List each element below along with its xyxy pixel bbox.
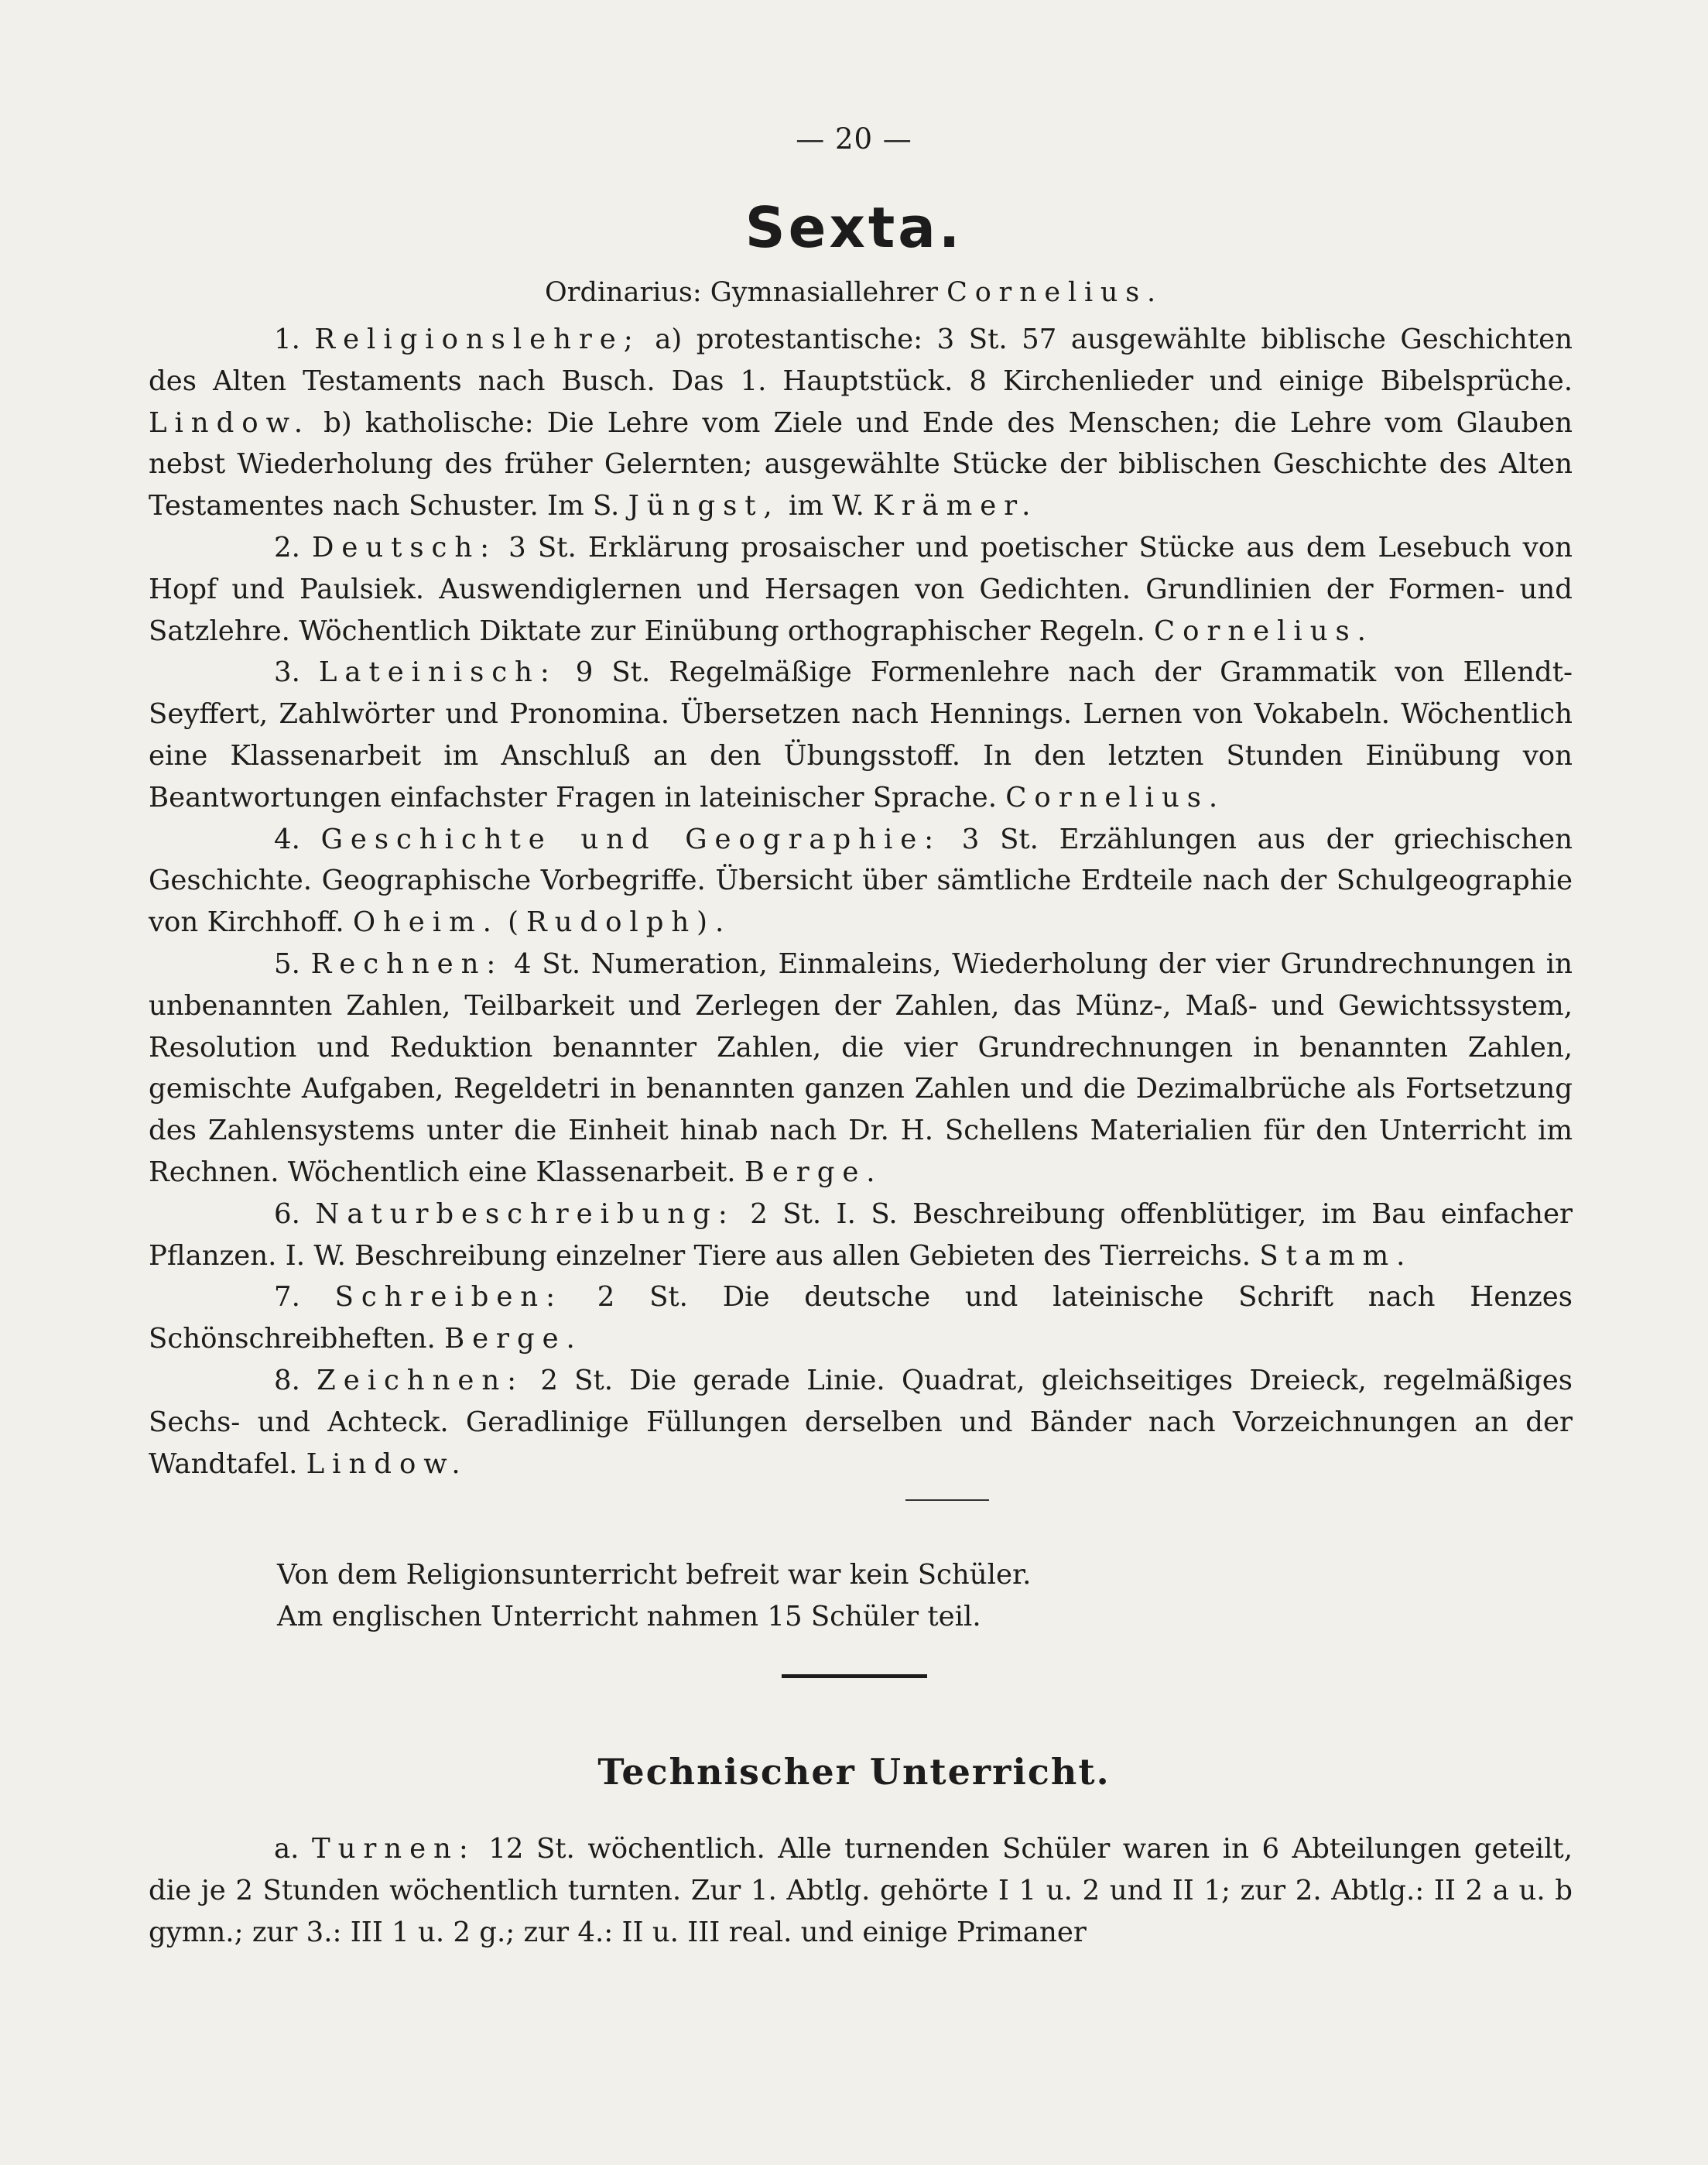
- ordinarius-line: [0, 277, 1708, 308]
- subject-name: Naturbeschreibung:: [315, 1197, 735, 1230]
- page-number: — 20 —: [796, 122, 912, 156]
- subject-text: 4 St. Numeration, Einmaleins, Wiederholung der vier Grundrechnungen in unbenannten Zahlen, Teilbarkeit und Zerlegen der Zahlen, das Münz-, Maß- und Gewichtssystem, Resolution und Reduktion benannter Zahlen, die vier Grundrechnungen in benannten Zahlen, gemischte Aufgaben, Regeldetri in benannten ganzen Zahlen und die Dezimalbrüche als Fortsetzung des Zahlensystems unter die Einheit hinab nach Dr. H. Schellens Materialien für den Unterricht im Rechnen. Wöchentlich eine Klassenarbeit.: [149, 947, 1573, 1188]
- subject-name: Deutsch:: [312, 531, 498, 564]
- subject-text: 2 St. Die deutsche und lateinische Schrift nach Henzes Schönschreibheften.: [149, 1281, 1573, 1355]
- section-title: Sexta.: [744, 195, 964, 260]
- technical-text: 12 St. wöchentlich. Alle turnenden Schüler waren in 6 Abteilungen geteilt, die je 2 Stunden wöchentlich turnten. Zur 1. Abtlg. gehörte I 1 u. 2 und II 1; zur 2. Abtlg.: II 2 a u. b gymn.; zur 3.: III 1 u. 2 g.; zur 4.: II u. III real. und einige Primaner: [149, 1833, 1573, 1948]
- subject-paragraph: [149, 652, 1573, 818]
- subject-teacher: Berge.: [444, 1323, 583, 1355]
- subject-teacher: Oheim.: [352, 906, 499, 939]
- subject-name: Schreiben:: [334, 1281, 563, 1314]
- subject-number: 5.: [274, 947, 300, 980]
- subject-teacher: Berge.: [744, 1156, 883, 1188]
- subject-number: 6.: [274, 1197, 300, 1230]
- subject-number: 8.: [274, 1364, 300, 1396]
- subject-paragraph: [149, 1194, 1573, 1277]
- subject-teacher: Stamm.: [1259, 1239, 1413, 1272]
- subject-teacher: Jüngst,: [628, 490, 780, 522]
- subject-number: 7.: [274, 1281, 300, 1314]
- technical-paragraph: [149, 1828, 1573, 1953]
- note-line: Am englischen Unterricht nahmen 15 Schüler teil.: [277, 1600, 981, 1632]
- subject-text: 2 St. Die gerade Linie. Quadrat, gleichseitiges Dreieck, regelmäßiges Sechs- und Achteck. Geradlinige Füllungen derselben und Bänder nach Vorzeichnungen an der Wandtafel.: [149, 1364, 1573, 1480]
- subject-teacher: (Rudolph).: [508, 906, 732, 939]
- subject-text: b) katholische: Die Lehre vom Ziele und Ende des Menschen; die Lehre vom Glauben nebst Wiederholung des früher Gelernten; ausgewählte Stücke der biblischen Geschichte des Alten Testamentes nach Schuster. Im S.: [149, 406, 1573, 522]
- subject-name: Religionslehre;: [314, 324, 641, 355]
- subject-teacher: Cornelius.: [1154, 615, 1374, 647]
- subject-paragraph: [149, 944, 1573, 1194]
- subject-number: 4.: [274, 823, 300, 855]
- subjects-list: [149, 319, 1573, 1485]
- subject-text: 3 St. Erzählungen aus der griechischen Geschichte. Geographische Vorbegriffe. Übersicht über sämtliche Erdteile nach der Schulgeographie von Kirchhoff.: [149, 823, 1573, 939]
- subject-paragraph: [149, 319, 1573, 527]
- subject-teacher: Lindow.: [306, 1447, 468, 1480]
- subject-paragraph: [149, 1276, 1573, 1360]
- subject-teacher: Cornelius.: [1005, 781, 1226, 814]
- subject-text: 2 St. I. S. Beschreibung offenblütiger, im Bau einfacher Pflanzen. I. W. Beschreibung einzelner Tiere aus allen Gebieten des Tierreichs.: [149, 1197, 1573, 1272]
- subject-text: im W.: [788, 490, 864, 522]
- subject-text: 3 St. Erklärung prosaischer und poetischer Stücke aus dem Lesebuch von Hopf und Paulsiek. Auswendiglernen und Hersagen von Gedichten. Grundlinien der Formen- und Satzlehre. Wöchentlich Diktate zur Einübung orthographischer Regeln.: [149, 531, 1573, 647]
- subject-teacher: Krämer.: [873, 490, 1039, 522]
- subject-teacher: Lindow.: [149, 406, 310, 439]
- subject-number: 2.: [274, 531, 300, 564]
- subject-paragraph: [149, 527, 1573, 652]
- subject-name: Lateinisch:: [318, 656, 557, 689]
- technical-title: Technischer Unterricht.: [597, 1751, 1111, 1793]
- subject-text: 9 St. Regelmäßige Formenlehre nach der Grammatik von Ellendt-Seyffert, Zahlwörter und Pronomina. Übersetzen nach Hennings. Lernen von Vokabeln. Wöchentlich eine Klassenarbeit im Anschluß an den Übungsstoff. In den letzten Stunden Einübung von Beantwortungen einfachster Fragen in lateinischer Sprache.: [149, 656, 1573, 814]
- ordinarius-name: Cornelius.: [946, 277, 1163, 308]
- technical-label: a.: [274, 1833, 299, 1865]
- technical-name: Turnen:: [311, 1833, 476, 1865]
- subject-paragraph: [149, 819, 1573, 944]
- note-line: Von dem Religionsunterricht befreit war kein Schüler.: [277, 1559, 1032, 1591]
- subject-name: Geschichte und Geographie:: [320, 823, 942, 855]
- ordinarius-label: Ordinarius: Gymnasiallehrer: [545, 277, 938, 308]
- divider-line: [905, 1499, 989, 1501]
- subject-text: a) protestantische: 3 St. 57 ausgewählte biblische Geschichten des Alten Testaments nach Busch. Das 1. Hauptstück. 8 Kirchenlieder und einige Bibelsprüche.: [149, 324, 1573, 397]
- subject-number: 3.: [274, 656, 300, 689]
- subject-number: 1.: [274, 324, 300, 355]
- subject-name: Rechnen:: [310, 947, 504, 980]
- notes-block: [277, 1554, 1031, 1638]
- subject-paragraph: [149, 1360, 1573, 1485]
- section-divider: [782, 1674, 927, 1678]
- technical-block: [149, 1828, 1573, 1953]
- subject-name: Zeichnen:: [317, 1364, 525, 1396]
